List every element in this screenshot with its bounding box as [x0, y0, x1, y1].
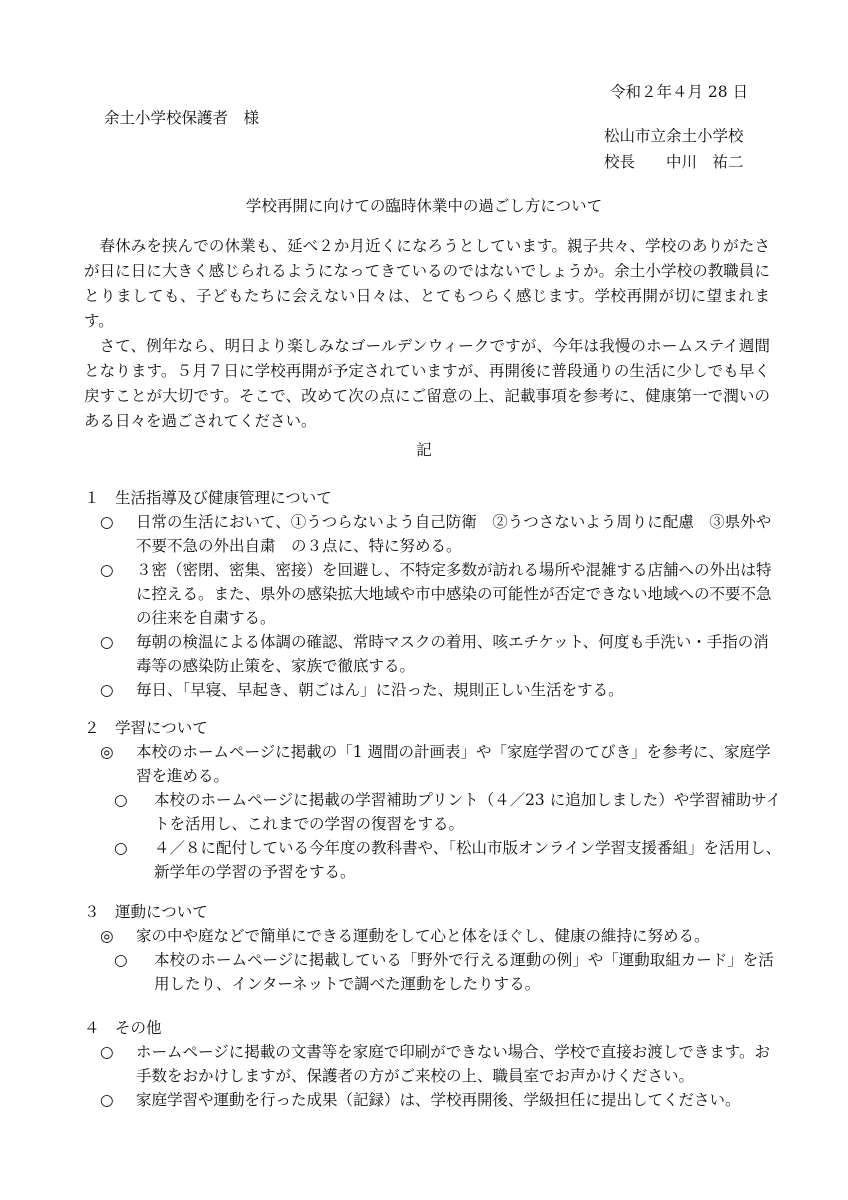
circle-bullet-icon: ○: [100, 513, 114, 531]
list-item-text: 本校のホームページに掲載の「1 週間の計画表」や「家庭学習のてびき」を参考に、家庭学習を進める。: [136, 743, 771, 785]
list-item: [84, 510, 784, 558]
list-item: [84, 740, 784, 788]
list-item: [84, 1040, 784, 1088]
list-item-text: 本校のホームページに掲載の学習補助プリント（４／23 に追加しました）や学習補助サイトを活用し、これまでの学習の復習をする。: [154, 791, 782, 833]
intro-paragraph: 春休みを挟んでの休業も、延べ２か月近くになろうとしています。親子共々、学校のありがたさが日に日に大きく感じられるようになってきているのではないでしょうか。余土小学校の教職員にとりましても、子どもたちに会えない日々は、とてもつらく感じます。学校再開が切に望まれます。: [84, 237, 770, 330]
school-name: 松山市立余土小学校: [604, 127, 744, 145]
intro-block: [84, 234, 770, 434]
section-title: ３ 運動について: [84, 903, 208, 921]
list-item: [84, 630, 784, 678]
list-item-text: 毎朝の検温による体調の確認、常時マスクの着用、咳エチケット、何度も手洗い・手指の消毒等の感染防止策を、家族で徹底する。: [136, 633, 769, 675]
list-item: [84, 924, 784, 948]
circle-bullet-icon: ○: [100, 561, 114, 579]
intro-paragraph: さて、例年なら、明日より楽しみなゴールデンウィークですが、今年は我慢のホームステイ週間となります。５月７日に学校再開が予定されていますが、再開後に普段通りの生活に少しでも早く戻すことが大切です。そこで、改めて次の点にご留意の上、記載事項を参考に、健康第一で潤いのある日々を過ごされてください。: [84, 337, 770, 430]
list-item: [84, 1088, 784, 1112]
document-date: 令和２年４月 28 日: [610, 83, 749, 101]
double-circle-bullet-icon: ◎: [100, 927, 114, 945]
list-item: [84, 558, 784, 630]
list-item: [84, 788, 784, 836]
list-item-text: 日常の生活において、①うつらないよう自己防衛 ②うつさないよう周りに配慮 ③県外や不要不急の外出自粛 の３点に、特に努める。: [136, 513, 772, 555]
section-exercise: [84, 900, 784, 996]
circle-bullet-icon: ○: [100, 1043, 114, 1061]
section-title: ２ 学習について: [84, 719, 208, 737]
list-item: [84, 678, 784, 702]
document-title: 学校再開に向けての臨時休業中の過ごし方について: [245, 197, 603, 215]
circle-bullet-icon: ○: [114, 951, 128, 969]
list-item-text: ホームページに掲載の文書等を家庭で印刷ができない場合、学校で直接お渡しできます。お手数をおかけしますが、保護者の方がご来校の上、職員室でお声かけください。: [136, 1043, 770, 1085]
section-other: [84, 1016, 784, 1112]
list-item: [84, 836, 784, 884]
section-study: [84, 716, 784, 884]
double-circle-bullet-icon: ◎: [100, 743, 114, 761]
ki-heading: 記: [416, 441, 432, 459]
section-title: ４ その他: [84, 1019, 162, 1037]
addressee: 余土小学校保護者 様: [104, 109, 260, 127]
list-item-text: ４／８に配付している今年度の教科書や、「松山市版オンライン学習支援番組」を活用し、新学年の学習の予習をする。: [154, 839, 781, 881]
circle-bullet-icon: ○: [100, 681, 114, 699]
list-item-text: 家庭学習や運動を行った成果（記録）は、学校再開後、学級担任に提出してください。: [136, 1091, 741, 1109]
circle-bullet-icon: ○: [114, 791, 128, 809]
list-item-text: 本校のホームページに掲載している「野外で行える運動の例」や「運動取組カード」を活用したり、インターネットで調べた運動をしたりする。: [154, 951, 774, 993]
circle-bullet-icon: ○: [114, 839, 128, 857]
list-item-text: ３密（密閉、密集、密接）を回避し、不特定多数が訪れる場所や混雑する店舗への外出は特に控える。また、県外の感染拡大地域や市中感染の可能性が否定できない地域への不要不急の往来を自粛する。: [136, 561, 772, 627]
section-title: １ 生活指導及び健康管理について: [84, 489, 332, 507]
list-item-text: 毎日、「早寝、早起き、朝ごはん」に沿った、規則正しい生活をする。: [136, 681, 624, 699]
circle-bullet-icon: ○: [100, 1091, 114, 1109]
section-lifestyle-health: [84, 486, 784, 702]
list-item: [84, 948, 784, 996]
principal-name: 校長 中川 祐二: [604, 153, 744, 171]
list-item-text: 家の中や庭などで簡単にできる運動をして心と体をほぐし、健康の維持に努める。: [136, 927, 710, 945]
circle-bullet-icon: ○: [100, 633, 114, 651]
